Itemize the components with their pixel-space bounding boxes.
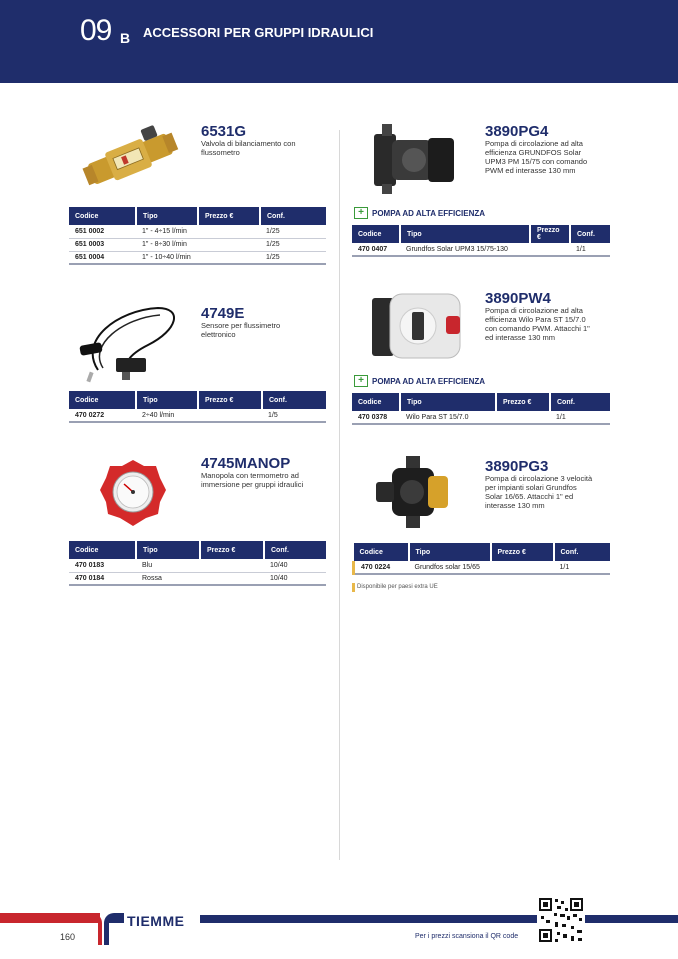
qr-caption: Per i prezzi scansiona il QR code xyxy=(415,933,519,940)
product-desc-4745manop: Manopola con termometro ad immersione per gruppi idraulici xyxy=(201,471,304,489)
col-prezzo: Prezzo € xyxy=(198,391,262,409)
grundfos-solar-pump-image xyxy=(372,452,452,534)
page-header xyxy=(0,0,678,83)
footer-red-curve xyxy=(88,913,102,945)
col-prezzo: Prezzo € xyxy=(530,225,570,243)
col-conf: Conf. xyxy=(554,543,611,561)
efficiency-plus-icon: + xyxy=(354,207,368,219)
product-code-6531g: 6531G xyxy=(201,123,247,140)
col-prezzo: Prezzo € xyxy=(198,207,260,225)
col-prezzo: Prezzo € xyxy=(200,541,264,559)
col-tipo: Tipo xyxy=(400,225,530,243)
table-row: 470 0407 Grundfos Solar UPM3 15/75-130 1/1 xyxy=(352,243,610,256)
column-divider xyxy=(339,130,340,860)
table-4749e xyxy=(69,391,326,423)
product-desc-3890pw4: Pompa di circolazione ad alta efficienza Wilo Para ST 15/7.0 con comando PWM. Attacchi 1" ed interasse 130 mm xyxy=(485,306,590,342)
product-code-3890pw4: 3890PW4 xyxy=(485,290,551,307)
col-conf: Conf. xyxy=(264,541,326,559)
table-6531g xyxy=(69,207,326,265)
brand-logo: TIEMME xyxy=(127,913,185,929)
col-codice: Codice xyxy=(354,543,409,561)
table-3890pg4 xyxy=(352,225,610,257)
product-desc-3890pg3: Pompa di circolazione 3 velocità per impianti solari Grundfos Solar 16/65. Attacchi 1" ed interasse 130 mm xyxy=(485,474,593,510)
col-codice: Codice xyxy=(352,225,400,243)
footer-blue-curve xyxy=(104,913,124,945)
product-code-4749e: 4749E xyxy=(201,305,245,322)
col-conf: Conf. xyxy=(260,207,326,225)
table-row: 470 0183 Blu 10/40 xyxy=(69,559,326,572)
thermometer-knob-image xyxy=(100,458,166,528)
product-code-3890pg3: 3890PG3 xyxy=(485,458,549,475)
grundfos-pump-image xyxy=(370,120,460,198)
footer-red-bar xyxy=(0,913,100,923)
table-row: 651 0002 1" - 4÷15 l/min 1/25 xyxy=(69,225,326,238)
col-codice: Codice xyxy=(69,541,136,559)
chapter-number: 09 xyxy=(80,14,112,47)
table-4745manop xyxy=(69,541,326,586)
col-prezzo: Prezzo € xyxy=(491,543,554,561)
col-prezzo: Prezzo € xyxy=(496,393,550,411)
table-3890pg3 xyxy=(352,543,610,575)
table-row: 470 0378 Wilo Para ST 15/7.0 1/1 xyxy=(352,411,610,424)
col-conf: Conf. xyxy=(570,225,610,243)
product-desc-4749e: Sensore per flussimetro elettronico xyxy=(201,321,281,339)
col-tipo: Tipo xyxy=(409,543,491,561)
col-tipo: Tipo xyxy=(136,207,198,225)
page-number: 160 xyxy=(60,932,76,942)
product-desc-6531g: Valvola di bilanciamento con flussometro xyxy=(201,139,296,157)
table-row: 470 0224 Grundfos solar 15/65 1/1 xyxy=(354,561,611,574)
table-row: 651 0004 1" - 10÷40 l/min 1/25 xyxy=(69,251,326,264)
chapter-letter: B xyxy=(120,30,131,46)
wilo-pump-image xyxy=(368,286,468,366)
table-row: 470 0184 Rossa 10/40 xyxy=(69,572,326,585)
col-tipo: Tipo xyxy=(136,541,200,559)
product-code-4745manop: 4745MANOP xyxy=(201,455,291,472)
col-conf: Conf. xyxy=(262,391,326,409)
col-codice: Codice xyxy=(69,391,136,409)
qr-code-icon[interactable] xyxy=(537,896,585,944)
high-efficiency-badge: + POMPA AD ALTA EFFICIENZA xyxy=(354,207,485,219)
efficiency-plus-icon: + xyxy=(354,375,368,387)
table-3890pw4 xyxy=(352,393,610,425)
balancing-valve-image xyxy=(80,122,180,194)
product-code-3890pg4: 3890PG4 xyxy=(485,123,549,140)
flow-sensor-image xyxy=(78,300,188,385)
note-marker xyxy=(352,583,355,592)
col-codice: Codice xyxy=(352,393,400,411)
product-desc-3890pg4: Pompa di circolazione ad alta efficienza GRUNDFOS Solar UPM3 PM 15/75 con comando PWM ed interasse 130 mm xyxy=(485,139,588,175)
col-tipo: Tipo xyxy=(136,391,198,409)
availability-note: Disponibile per paesi extra UE xyxy=(357,584,438,590)
table-row: 651 0003 1" - 8÷30 l/min 1/25 xyxy=(69,238,326,251)
col-codice: Codice xyxy=(69,207,136,225)
chapter-title: ACCESSORI PER GRUPPI IDRAULICI xyxy=(143,25,374,40)
col-tipo: Tipo xyxy=(400,393,496,411)
table-row: 470 0272 2÷40 l/min 1/5 xyxy=(69,409,326,422)
footer-blue-bar xyxy=(200,915,678,923)
col-conf: Conf. xyxy=(550,393,610,411)
high-efficiency-badge: + POMPA AD ALTA EFFICIENZA xyxy=(354,375,485,387)
